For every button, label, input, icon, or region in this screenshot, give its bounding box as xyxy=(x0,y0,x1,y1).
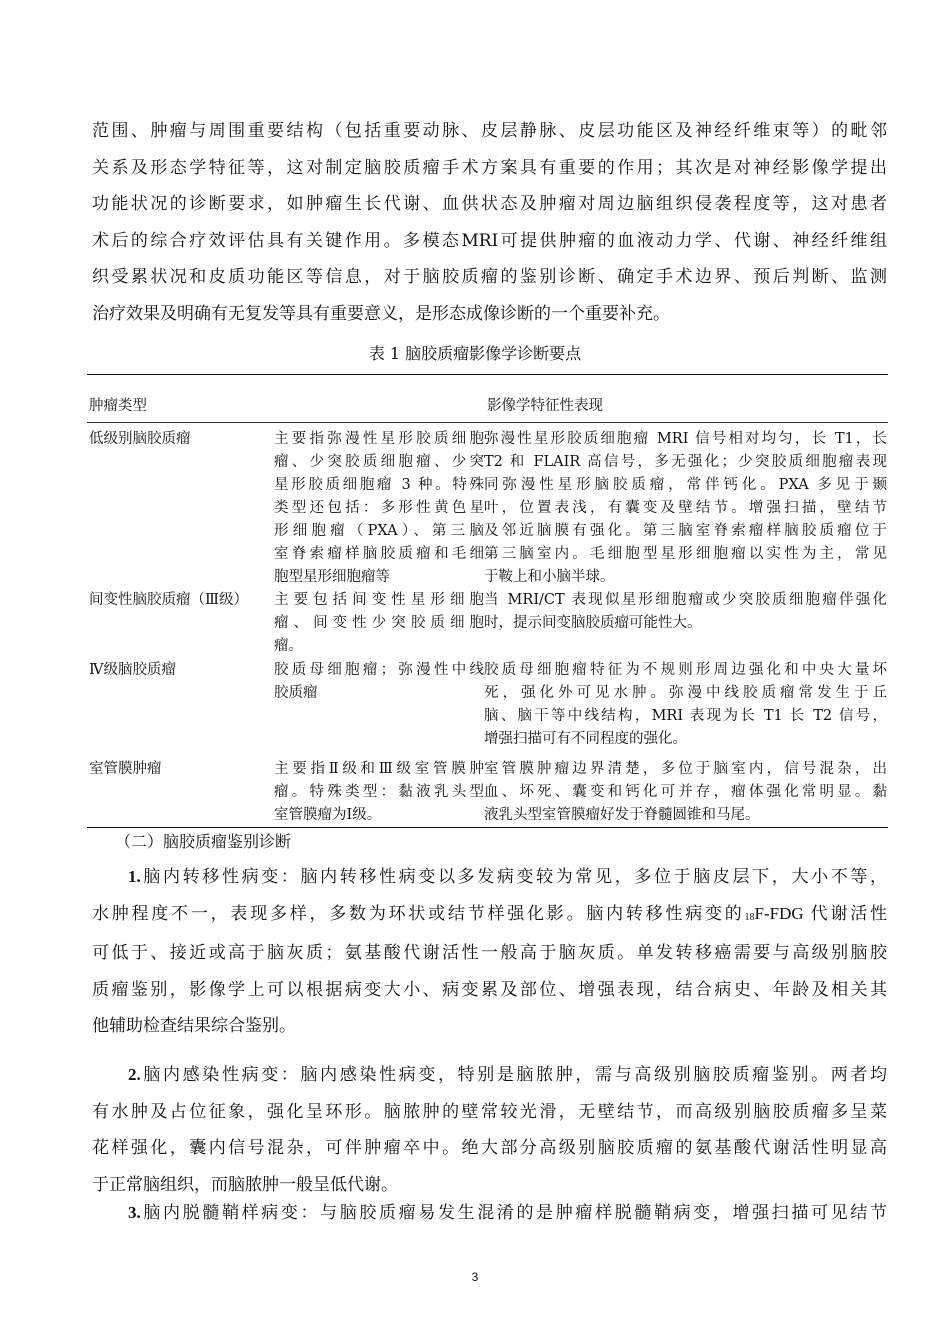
item-paragraph xyxy=(92,859,887,1045)
isotope-mass: 18 xyxy=(744,911,755,923)
cell-line: 当 MRI/CT 表现似星形细胞瘤或少突胶质细胞瘤伴强化 xyxy=(484,592,887,608)
cell-line: 液乳头型室管膜瘤好发于脊髓圆锥和马尾。 xyxy=(484,807,760,823)
isotope-label: F-FDG 代谢活性 xyxy=(754,903,888,923)
cell-line: 于鞍上和小脑半球。 xyxy=(484,569,615,585)
item-line: 花样强化，囊内信号混杂，可伴肿瘤卒中。绝大部分高级别脑胶质瘤的氨基酸代谢活性明显高 xyxy=(92,1138,887,1158)
cell-line: 胞型星形细胞瘤等 xyxy=(274,569,390,585)
item-number: 1. xyxy=(128,867,141,886)
item-text: 水肿程度不一，表现多样，多数为环状或结节样强化影。脑内转移性病变的 xyxy=(92,903,745,924)
subtype-cell xyxy=(274,589,484,658)
cell-line: 胶质母细胞瘤；弥漫性中线 xyxy=(274,662,484,678)
item-text: 脑内感染性病变：脑内感染性病变，特别是脑脓肿，需与高级别脑胶质瘤鉴别。两者均 xyxy=(140,1065,887,1085)
cell-line: 叶，位置表浅，有囊变及壁结节。增强扫描，壁结节 xyxy=(484,500,887,516)
cell-line: 室脊索瘤样脑胶质瘤和毛细 xyxy=(274,546,484,562)
cell-line: 主要指弥漫性星形胶质细胞 xyxy=(274,431,484,447)
cell-line: 增强扫描可有不同程度的强化。 xyxy=(484,731,687,747)
header-imaging-features: 影像学特征性表现 xyxy=(487,398,603,414)
tumor-type: 低级别脑胶质瘤 xyxy=(89,431,191,447)
features-cell xyxy=(484,589,887,635)
features-cell xyxy=(484,659,887,751)
tumor-type: 室管膜肿瘤 xyxy=(89,761,162,777)
diagnosis-table xyxy=(87,374,888,828)
cell-line: 室管膜肿瘤边界清楚，多位于脑室内，信号混杂，出 xyxy=(484,761,887,777)
tumor-type: Ⅳ级脑胶质瘤 xyxy=(89,662,176,678)
subtype-cell xyxy=(274,758,484,827)
cell-line: 第三脑室内。毛细胞型星形细胞瘤以实性为主，常见 xyxy=(484,546,887,562)
intro-paragraph xyxy=(92,113,887,332)
item-line xyxy=(92,1195,887,1232)
item-number: 2. xyxy=(128,1065,141,1084)
cell-line: 胶质瘤 xyxy=(274,685,318,701)
cell-line: 瘤、间变性少突胶质细胞 xyxy=(274,615,484,631)
item-paragraph xyxy=(92,1057,887,1203)
page-number: 3 xyxy=(471,1270,479,1284)
item-line xyxy=(92,859,887,896)
cell-line: 弥漫性星形胶质细胞瘤 MRI 信号相对均匀，长 T1，长 xyxy=(484,431,887,447)
cell-line: 及邻近脑膜有强化。第三脑室脊索瘤样脑胶质瘤位于 xyxy=(484,523,887,539)
item-line xyxy=(92,1057,887,1094)
subtype-cell xyxy=(274,428,484,589)
cell-line: 死，强化外可见水肿。弥漫中线胶质瘤常发生于丘 xyxy=(484,685,887,701)
tumor-type: 间变性脑胶质瘤（Ⅲ级） xyxy=(89,592,248,608)
item-line: 可低于、接近或高于脑灰质；氨基酸代谢活性一般高于脑灰质。单发转移癌需要与高级别脑胶 xyxy=(92,943,887,963)
intro-line: 功能状况的诊断要求，如肿瘤生长代谢、血供状态及肿瘤对周边脑组织侵袭程度等，这对患者 xyxy=(92,194,887,214)
cell-line: 瘤。特殊类型：黏液乳头型 xyxy=(274,784,484,800)
intro-line: 关系及形态学特征等，这对制定脑胶质瘤手术方案具有重要的作用；其次是对神经影像学提出 xyxy=(92,157,887,178)
intro-line: 织受累状况和皮质功能区等信息，对于脑胶质瘤的鉴别诊断、确定手术边界、预后判断、监测 xyxy=(92,267,887,287)
intro-line: 治疗效果及明确有无复发等具有重要意义，是形态成像诊断的一个重要补充。 xyxy=(92,303,670,324)
cell-line: 主要指Ⅱ级和Ⅲ级室管膜肿 xyxy=(274,761,484,777)
subtype-cell xyxy=(274,659,484,705)
item-text: 脑内脱髓鞘样病变：与脑胶质瘤易发生混淆的是肿瘤样脱髓鞘病变，增强扫描可见结节 xyxy=(140,1203,887,1223)
cell-line: 时，提示间变脑胶质瘤可能性大。 xyxy=(484,615,702,631)
cell-line: 瘤。 xyxy=(274,638,303,654)
item-number: 3. xyxy=(128,1203,141,1222)
cell-line: 形细胞瘤（PXA）、第三脑 xyxy=(274,523,484,539)
cell-line: 同弥漫性星形脑胶质瘤，常伴钙化。PXA 多见于颞 xyxy=(484,477,887,493)
section-heading: （二）脑胶质瘤鉴别诊断 xyxy=(115,832,292,851)
cell-line: 主要包括间变性星形细胞 xyxy=(274,592,484,608)
item-line: 有水肿及占位征象，强化呈环形。脑脓肿的壁常较光滑，无壁结节，而高级别脑胶质瘤多呈菜 xyxy=(92,1101,887,1122)
cell-line: T2 和 FLAIR 高信号，多无强化；少突胶质细胞瘤表现 xyxy=(484,454,887,470)
cell-line: 血、坏死、囊变和钙化可并存，瘤体强化常明显。黏 xyxy=(484,784,887,800)
intro-line: 术后的综合疗效评估具有关键作用。多模态MRI可提供肿瘤的血液动力学、代谢、神经纤维组 xyxy=(92,230,887,251)
cell-line: 脑、脑干等中线结构，MRI 表现为长 T1 长 T2 信号， xyxy=(484,708,887,724)
features-cell xyxy=(484,758,887,827)
features-cell xyxy=(484,428,887,589)
table-header xyxy=(87,375,888,423)
cell-line: 类型还包括：多形性黄色星 xyxy=(274,500,484,516)
cell-line: 瘤、少突胶质细胞瘤、少突 xyxy=(274,454,484,470)
item-line: 质瘤鉴别，影像学上可以根据病变大小、病变累及部位、增强表现，结合病史、年龄及相关其 xyxy=(92,979,887,1000)
item-line: 他辅助检查结果综合鉴别。 xyxy=(92,1016,296,1036)
header-tumor-type: 肿瘤类型 xyxy=(89,398,147,414)
item-line xyxy=(92,896,887,936)
item-text: 脑内转移性病变：脑内转移性病变以多发病变较为常见，多位于脑皮层下，大小不等， xyxy=(140,867,887,887)
item-paragraph xyxy=(92,1195,887,1232)
cell-line: 胶质母细胞瘤特征为不规则形周边强化和中央大量坏 xyxy=(484,662,887,678)
intro-line: 范围、肿瘤与周围重要结构（包括重要动脉、皮层静脉、皮层功能区及神经纤维束等）的毗邻 xyxy=(92,121,887,141)
item-line: 于正常脑组织，而脑脓肿一般呈低代谢。 xyxy=(92,1174,398,1195)
cell-line: 星形胶质细胞瘤 3 种。特殊 xyxy=(274,477,484,493)
table-caption: 表 1 脑胶质瘤影像学诊断要点 xyxy=(368,344,582,363)
cell-line: 室管膜瘤为Ⅰ级。 xyxy=(274,807,382,823)
